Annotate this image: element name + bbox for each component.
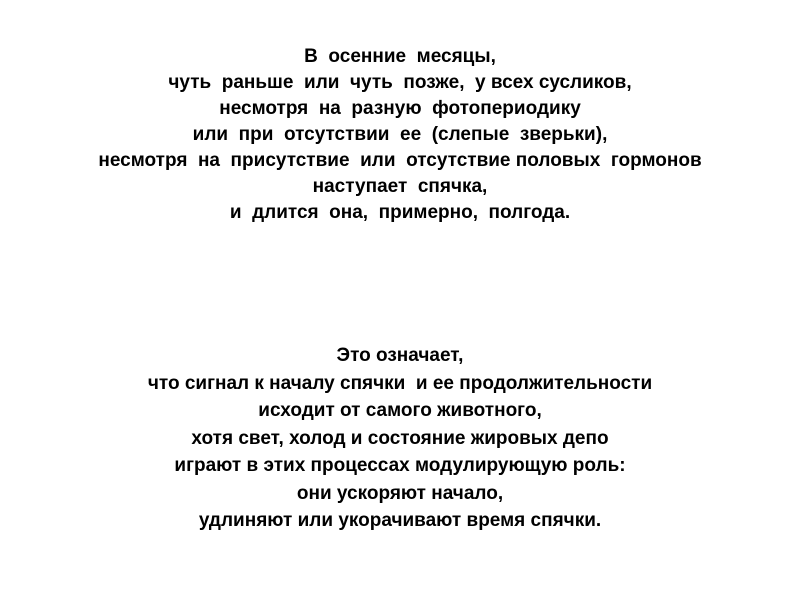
text-line: и длится она, примерно, полгода. xyxy=(229,202,571,223)
text-line: играют в этих процессах модулирующую роль: xyxy=(174,455,626,476)
text-line: В осенние месяцы, xyxy=(304,46,496,67)
text-line: или при отсутствии ее (слепые зверьки), xyxy=(192,124,608,145)
text-line: несмотря на присутствие или отсутствие половых гормонов xyxy=(98,150,702,171)
text-line: несмотря на разную фотопериодику xyxy=(219,98,581,119)
text-line: исходит от самого животного, xyxy=(258,400,542,421)
paragraph-hibernation-timing xyxy=(0,44,800,226)
text-line: что сигнал к началу спячки и ее продолжительности xyxy=(147,372,653,394)
text-line: чуть раньше или чуть позже, у всех сусликов, xyxy=(168,72,632,93)
text-line: они ускоряют начало, xyxy=(296,482,504,504)
paragraph-signal-source xyxy=(0,342,800,535)
text-line: удлиняют или укорачивают время спячки. xyxy=(198,510,602,531)
text-line: хотя свет, холод и состояние жировых депо xyxy=(191,427,609,449)
text-line: Это означает, xyxy=(336,345,464,366)
text-line: наступает спячка, xyxy=(312,176,488,197)
